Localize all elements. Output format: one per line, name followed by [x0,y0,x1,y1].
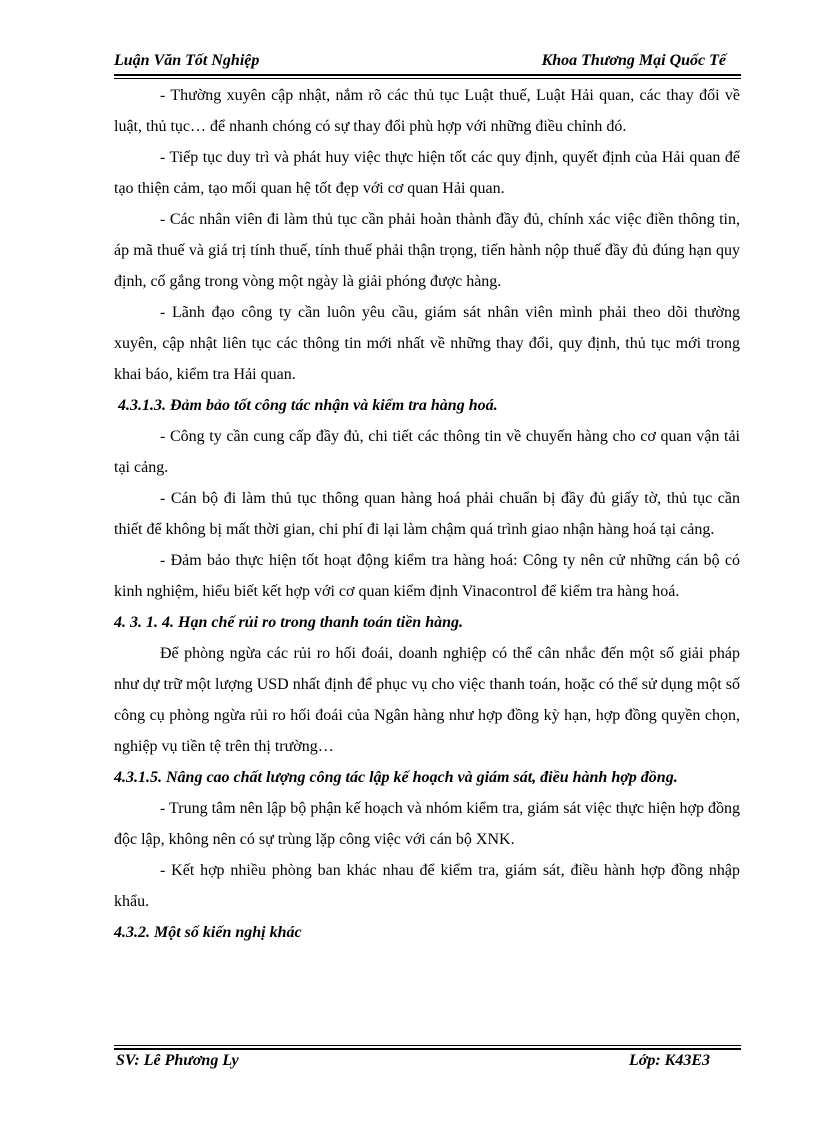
footer-student-name: SV: Lê Phương Ly [116,1052,239,1069]
section-heading: 4. 3. 1. 4. Hạn chế rủi ro trong thanh toán tiền hàng. [114,614,463,631]
footer-divider [114,1045,741,1050]
paragraph: - Lãnh đạo công ty cần luôn yêu cầu, giám sát nhân viên mình phải theo dõi thường xuyên, cập nhật liên tục các thông tin mới nhất về những thay đổi, quy định, thủ tục mới trong khai báo, kiểm tra Hải quan. [114,304,740,383]
paragraph: - Đảm bảo thực hiện tốt hoạt động kiểm tra hàng hoá: Công ty nên cử những cán bộ có kinh nghiệm, hiểu biết kết hợp với cơ quan kiểm định Vinacontrol để kiểm tra hàng hoá. [114,552,740,600]
footer-class: Lớp: K43E3 [628,1052,710,1069]
paragraph: - Các nhân viên đi làm thủ tục cần phải hoàn thành đầy đủ, chính xác việc điền thông tin, áp mã thuế và giá trị tính thuế, tính thuế phải thận trọng, tiến hành nộp thuế đầy đủ đúng hạn quy định, cố gắng trong vòng một ngày là giải phóng được hàng. [114,211,740,290]
section-heading: 4.3.2. Một số kiến nghị khác [114,924,302,941]
paragraph: - Công ty cần cung cấp đầy đủ, chi tiết các thông tin về chuyến hàng cho cơ quan vận tải tại cảng. [114,428,740,476]
paragraph: Để phòng ngừa các rủi ro hối đoái, doanh nghiệp có thể cân nhắc đến một số giải pháp như dự trữ một lượng USD nhất định để phục vụ cho việc thanh toán, hoặc có thể sử dụng một số công cụ phòng ngừa rủi ro hối đoái của Ngân hàng như hợp đồng kỳ hạn, hợp đồng quyền chọn, nghiệp vụ tiền tệ trên thị trường… [114,645,740,755]
paragraph: - Trung tâm nên lập bộ phận kế hoạch và nhóm kiểm tra, giám sát việc thực hiện hợp đồng độc lập, không nên có sự trùng lặp công việc với cán bộ XNK. [114,800,740,848]
header-faculty: Khoa Thương Mại Quốc Tế [541,52,726,69]
paragraph: - Cán bộ đi làm thủ tục thông quan hàng hoá phải chuẩn bị đầy đủ giấy tờ, thủ tục cần thiết để không bị mất thời gian, chi phí đi lại làm chậm quá trình giao nhận hàng hoá tại cảng. [114,490,740,538]
header-thesis-title: Luận Văn Tốt Nghiệp [114,52,260,69]
header-divider [114,74,741,79]
section-heading: 4.3.1.3. Đảm bảo tốt công tác nhận và kiểm tra hàng hoá. [118,397,498,414]
paragraph: - Kết hợp nhiều phòng ban khác nhau để kiểm tra, giám sát, điều hành hợp đồng nhập khẩu. [114,862,740,910]
page-footer [114,1052,740,1076]
section-heading: 4.3.1.5. Nâng cao chất lượng công tác lập kế hoạch và giám sát, điều hành hợp đồng. [114,769,678,786]
paragraph: - Tiếp tục duy trì và phát huy việc thực hiện tốt các quy định, quyết định của Hải quan để tạo thiện cảm, tạo mối quan hệ tốt đẹp với cơ quan Hải quan. [114,149,740,197]
document-body [114,80,740,948]
page-header [114,50,740,74]
paragraph: - Thường xuyên cập nhật, nắm rõ các thủ tục Luật thuế, Luật Hải quan, các thay đổi về luật, thủ tục… để nhanh chóng có sự thay đổi phù hợp với những điều chỉnh đó. [114,87,740,135]
